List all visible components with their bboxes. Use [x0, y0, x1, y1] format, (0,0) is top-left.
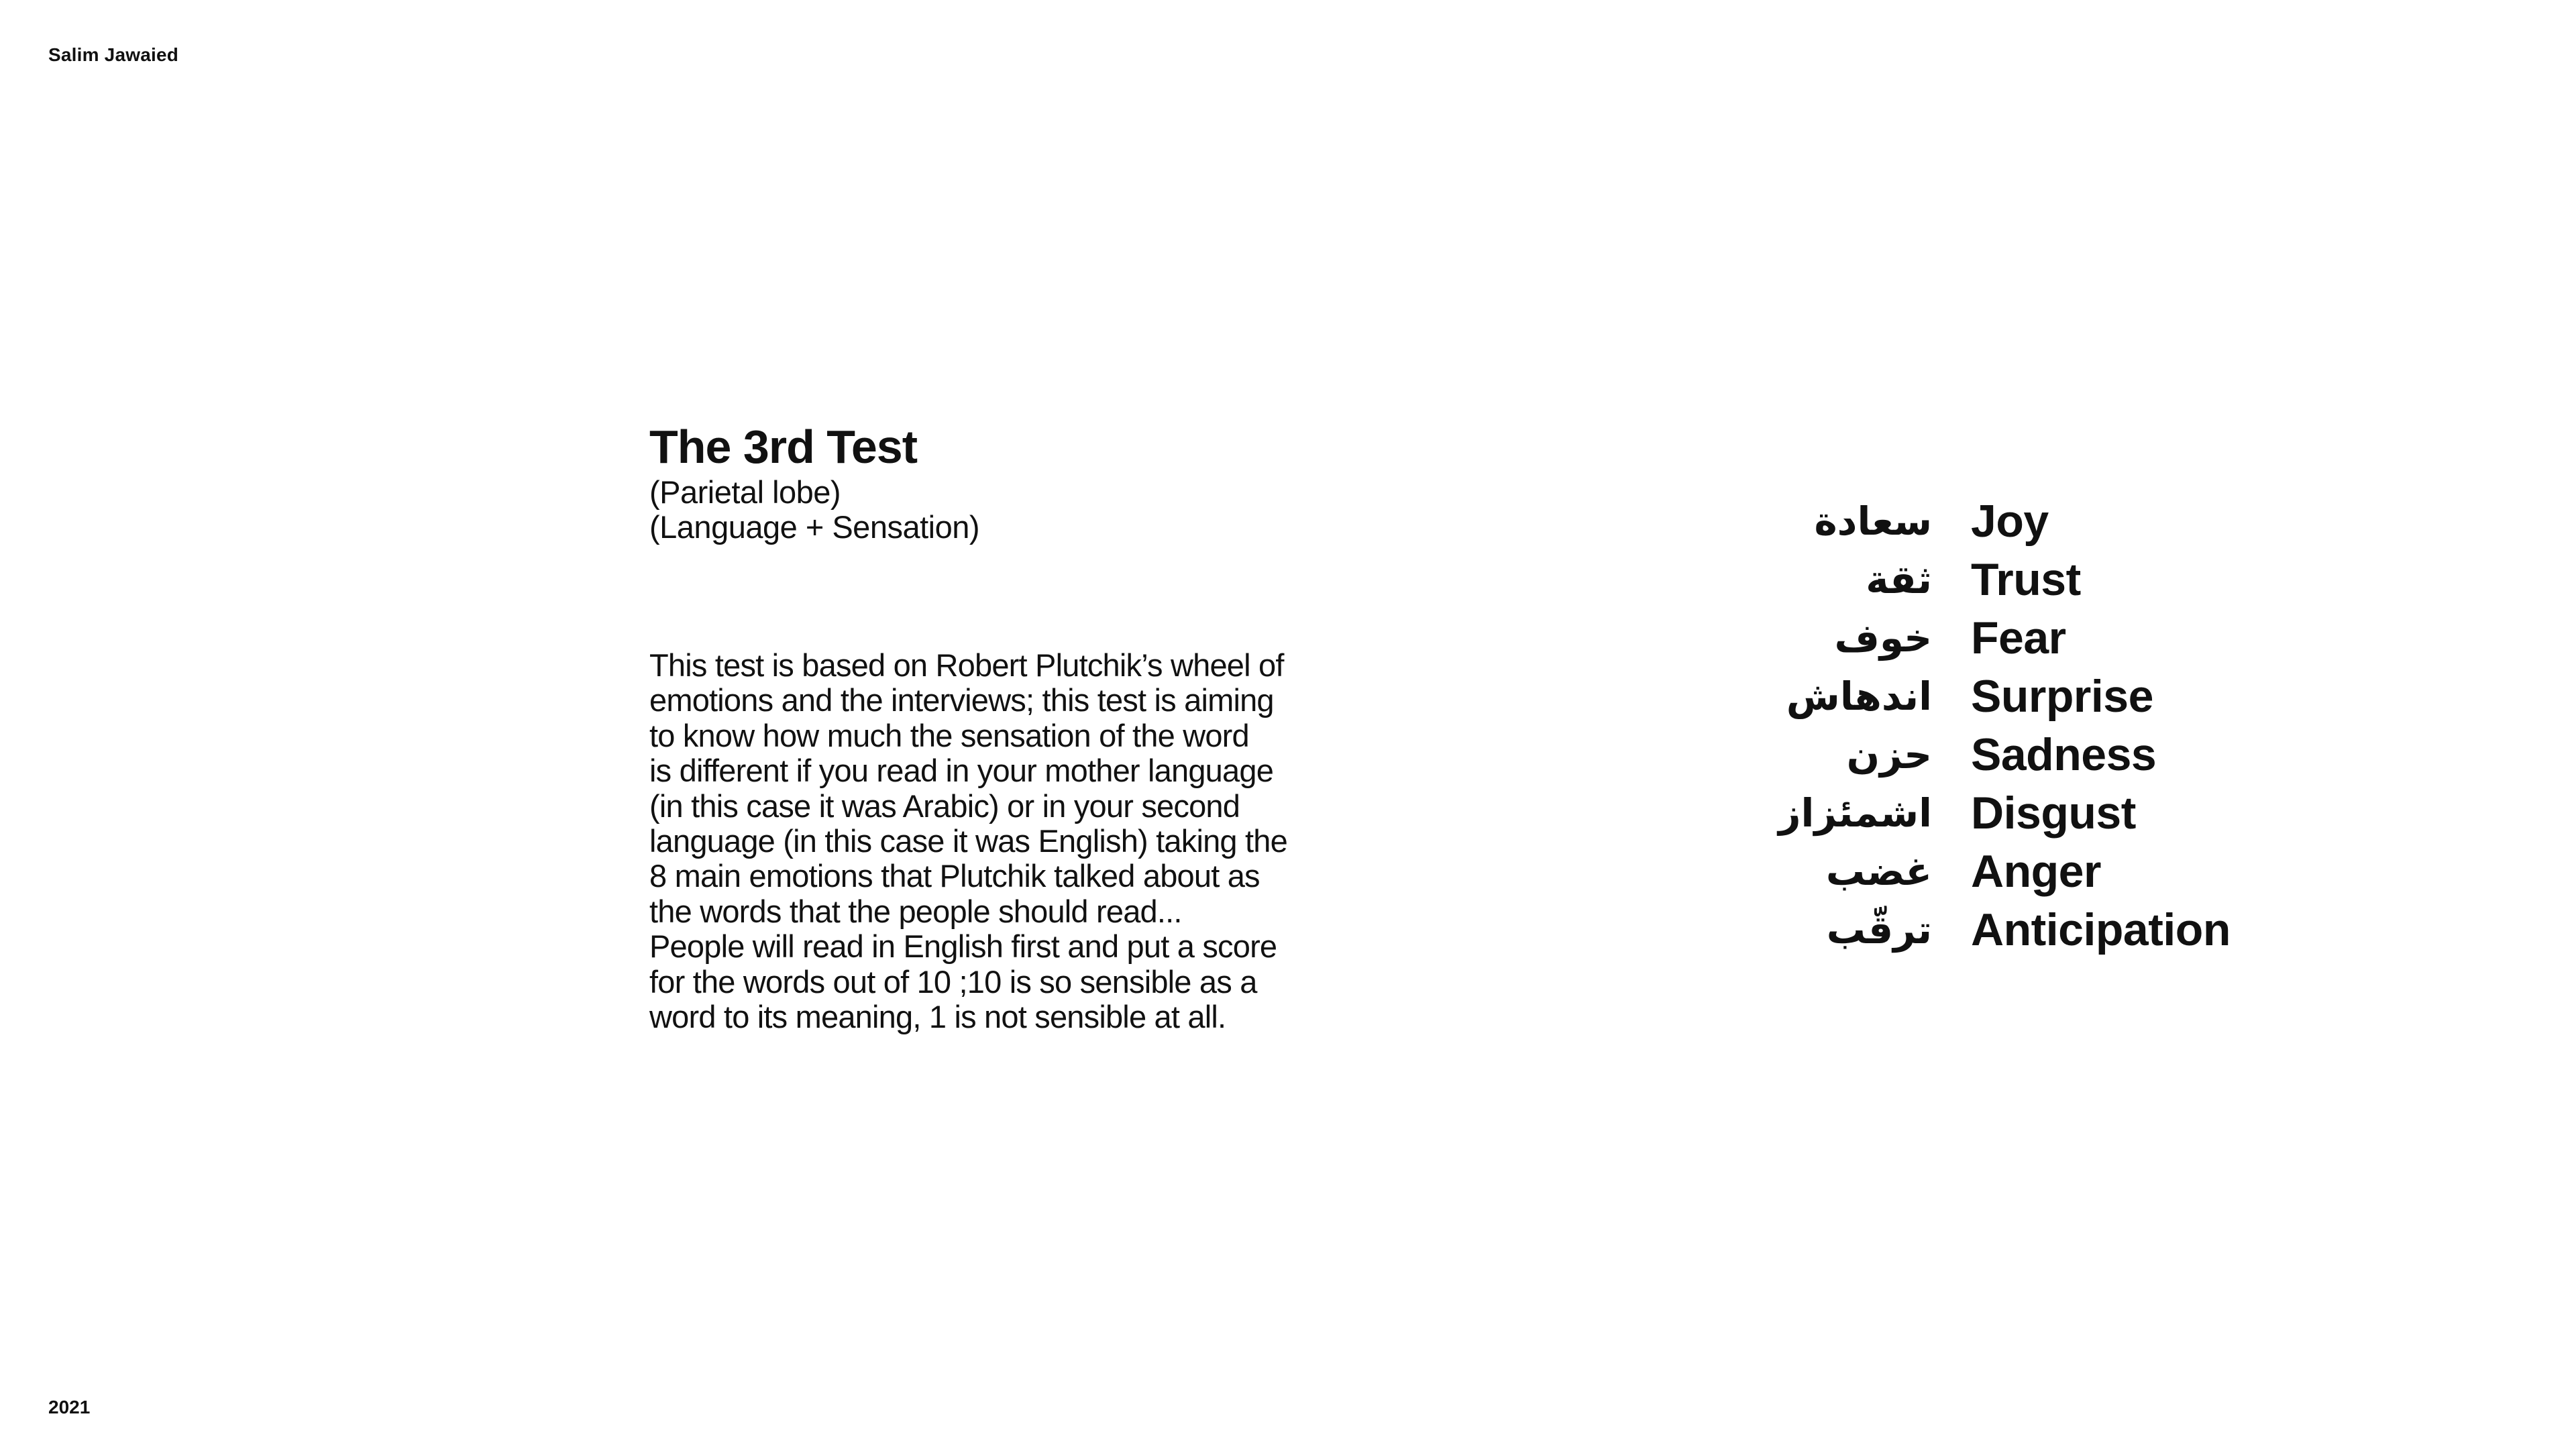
english-word: Anticipation	[1971, 904, 2231, 955]
paragraph-line: language (in this case it was English) taking the	[649, 823, 1287, 859]
emotion-row-anticipation	[1744, 901, 2321, 959]
paragraph-line: People will read in English first and put a score	[649, 928, 1277, 965]
year-label: 2021	[48, 1397, 91, 1417]
paragraph-line: to know how much the sensation of the word	[649, 717, 1249, 753]
emotion-row-trust	[1744, 551, 2321, 609]
paragraph-line: This test is based on Robert Plutchik’s wheel of	[649, 647, 1284, 683]
arabic-word: سعادة	[1814, 498, 1932, 544]
emotion-row-joy	[1744, 492, 2321, 551]
emotion-row-anger	[1744, 843, 2321, 901]
subtitle-language-sensation: (Language + Sensation)	[649, 509, 980, 545]
page-title: The 3rd Test	[649, 421, 918, 473]
emotion-row-fear	[1744, 609, 2321, 667]
english-word: Joy	[1971, 496, 2049, 547]
english-word: Fear	[1971, 612, 2066, 663]
arabic-word: ترقّب	[1826, 907, 1932, 953]
english-word: Trust	[1971, 554, 2081, 605]
emotion-word-list	[1744, 492, 2321, 959]
arabic-word: حزن	[1846, 732, 1932, 777]
english-word: Surprise	[1971, 671, 2153, 722]
english-word: Anger	[1971, 846, 2101, 897]
paragraph-line: emotions and the interviews; this test is aiming	[649, 682, 1274, 718]
paragraph-line: (in this case it was Arabic) or in your second	[649, 788, 1240, 824]
arabic-word: اشمئزاز	[1778, 790, 1932, 836]
author-name: Salim Jawaied	[48, 44, 179, 65]
arabic-word: غضب	[1825, 849, 1932, 894]
paragraph-line: 8 main emotions that Plutchik talked about as	[649, 858, 1260, 894]
subtitle-parietal: (Parietal lobe)	[649, 474, 841, 510]
arabic-word: ثقة	[1866, 557, 1932, 602]
paragraph-line: the words that the people should read...	[649, 893, 1182, 929]
description-paragraph	[649, 648, 1327, 1034]
paragraph-line: for the words out of 10 ;10 is so sensible as a	[649, 963, 1257, 1000]
arabic-word: خوف	[1834, 615, 1932, 661]
emotion-row-disgust	[1744, 784, 2321, 843]
emotion-row-sadness	[1744, 726, 2321, 784]
arabic-word: اندهاش	[1786, 674, 1932, 719]
english-word: Sadness	[1971, 729, 2157, 780]
english-word: Disgust	[1971, 788, 2136, 839]
paragraph-line: word to its meaning, 1 is not sensible at all.	[649, 999, 1226, 1035]
emotion-row-surprise	[1744, 667, 2321, 726]
title-block	[649, 419, 1320, 545]
paragraph-line: is different if you read in your mother language	[649, 753, 1274, 789]
